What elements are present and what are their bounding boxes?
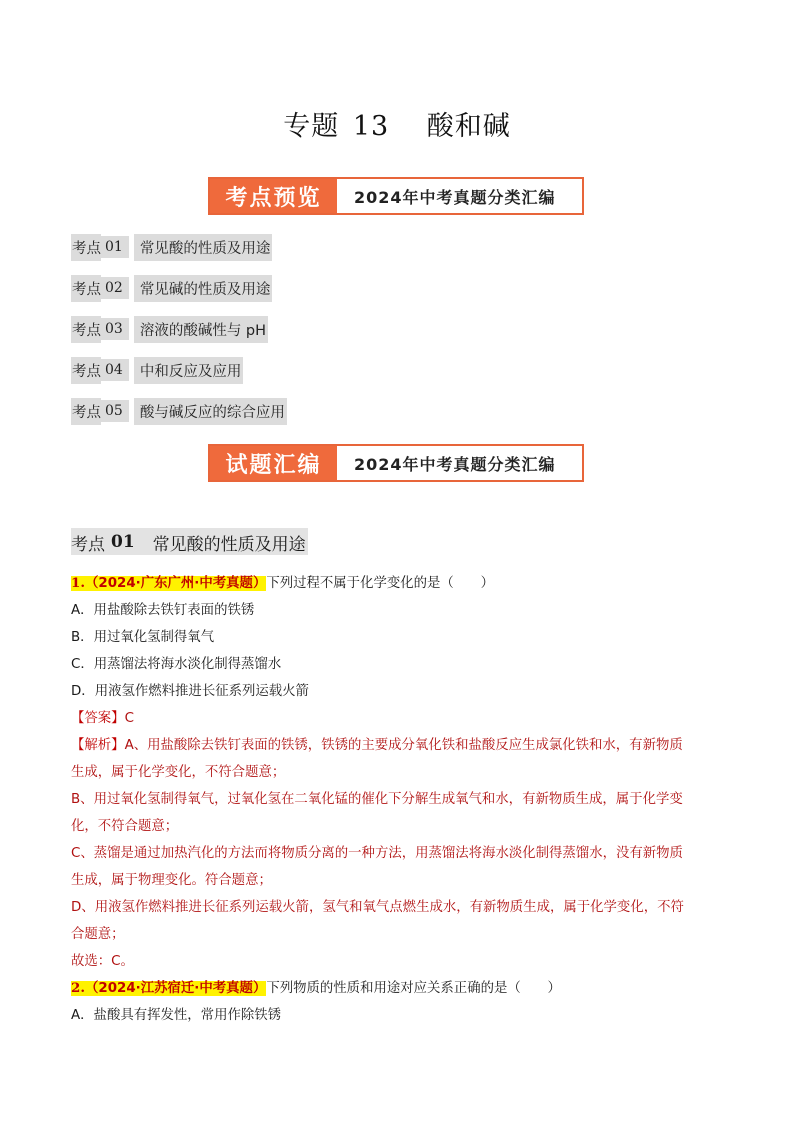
analysis-line: 生成，属于化学变化，不符合题意； bbox=[71, 765, 286, 780]
section-heading bbox=[71, 528, 308, 555]
analysis-line: 合题意； bbox=[71, 927, 125, 942]
question-text: 下列过程不属于化学变化的是（ ） bbox=[266, 576, 494, 591]
analysis-line: D、用液氢作燃料推进长征系列运载火箭，氢气和氧气点燃生成水，有新物质生成，属于化学变化，不符 bbox=[71, 900, 684, 915]
question-stem bbox=[71, 570, 721, 597]
section-number: 01 bbox=[111, 532, 135, 552]
banner-tag: 考点预览 bbox=[210, 179, 340, 213]
topic-title: 常见酸的性质及用途 bbox=[134, 234, 273, 261]
topic-item[interactable] bbox=[71, 275, 287, 301]
analysis-line bbox=[71, 732, 721, 759]
option: C．用蒸馏法将海水淡化制得蒸馏水 bbox=[71, 657, 282, 672]
banner-subtitle: 2024年中考真题分类汇编 bbox=[354, 454, 556, 474]
preview-banner bbox=[208, 177, 584, 215]
topic-title: 常见碱的性质及用途 bbox=[134, 275, 273, 302]
banner-tag: 试题汇编 bbox=[210, 446, 340, 480]
topic-title: 酸与碱反应的综合应用 bbox=[134, 398, 287, 425]
section-label: 考点 bbox=[71, 534, 105, 555]
topic-title: 中和反应及应用 bbox=[134, 357, 244, 384]
topic-title: 溶液的酸碱性与 pH bbox=[134, 316, 268, 343]
page-title bbox=[0, 104, 794, 143]
topic-list bbox=[71, 234, 287, 439]
topic-label: 考点 bbox=[71, 357, 101, 384]
question-source: （2024·广东广州·中考真题） bbox=[84, 576, 267, 591]
option: A．盐酸具有挥发性，常用作除铁锈 bbox=[71, 1008, 282, 1023]
topic-item[interactable] bbox=[71, 316, 287, 342]
question-stem bbox=[71, 975, 721, 1002]
topic-item[interactable] bbox=[71, 357, 287, 383]
option: B．用过氧化氢制得氧气 bbox=[71, 630, 215, 645]
option: A．用盐酸除去铁钉表面的铁锈 bbox=[71, 603, 255, 618]
topic-label: 考点 bbox=[71, 398, 101, 425]
option: D．用液氢作燃料推进长征系列运载火箭 bbox=[71, 684, 309, 699]
answer-line bbox=[71, 705, 721, 732]
question-number: 2. bbox=[71, 980, 85, 996]
title-name: 酸和碱 bbox=[426, 111, 511, 142]
analysis-line: 故选：C。 bbox=[71, 954, 134, 969]
topic-number: 01 bbox=[101, 236, 129, 258]
analysis-line: B、用过氧化氢制得氧气，过氧化氢在二氧化锰的催化下分解生成氧气和水，有新物质生成，属于化学变 bbox=[71, 792, 683, 807]
question-number: 1. bbox=[71, 575, 85, 591]
topic-number: 05 bbox=[101, 400, 129, 422]
question-source: （2024·江苏宿迁·中考真题） bbox=[84, 981, 267, 996]
topic-number: 04 bbox=[101, 359, 129, 381]
topic-item[interactable] bbox=[71, 398, 287, 424]
topic-label: 考点 bbox=[71, 234, 101, 261]
question-text: 下列物质的性质和用途对应关系正确的是（ ） bbox=[266, 981, 561, 996]
answer-label: 【答案】 bbox=[71, 711, 125, 726]
section-title: 常见酸的性质及用途 bbox=[152, 534, 306, 555]
banner-subtitle: 2024年中考真题分类汇编 bbox=[354, 187, 556, 207]
topic-number: 02 bbox=[101, 277, 129, 299]
analysis-line: C、蒸馏是通过加热汽化的方法而将物质分离的一种方法，用蒸馏法将海水淡化制得蒸馏水，没有新物质 bbox=[71, 846, 683, 861]
topic-label: 考点 bbox=[71, 275, 101, 302]
topic-item[interactable] bbox=[71, 234, 287, 260]
analysis-line: 生成，属于物理变化。符合题意； bbox=[71, 873, 272, 888]
questions-banner bbox=[208, 444, 584, 482]
topic-number: 03 bbox=[101, 318, 129, 340]
topic-label: 考点 bbox=[71, 316, 101, 343]
analysis-text: A、用盐酸除去铁钉表面的铁锈，铁锈的主要成分氧化铁和盐酸反应生成氯化铁和水，有新物质 bbox=[124, 738, 683, 753]
title-prefix: 专题 bbox=[283, 111, 340, 142]
answer-value: C bbox=[124, 711, 134, 726]
question-body bbox=[71, 570, 721, 1029]
analysis-line: 化，不符合题意； bbox=[71, 819, 179, 834]
analysis-label: 【解析】 bbox=[71, 738, 125, 753]
title-number: 13 bbox=[352, 111, 390, 142]
